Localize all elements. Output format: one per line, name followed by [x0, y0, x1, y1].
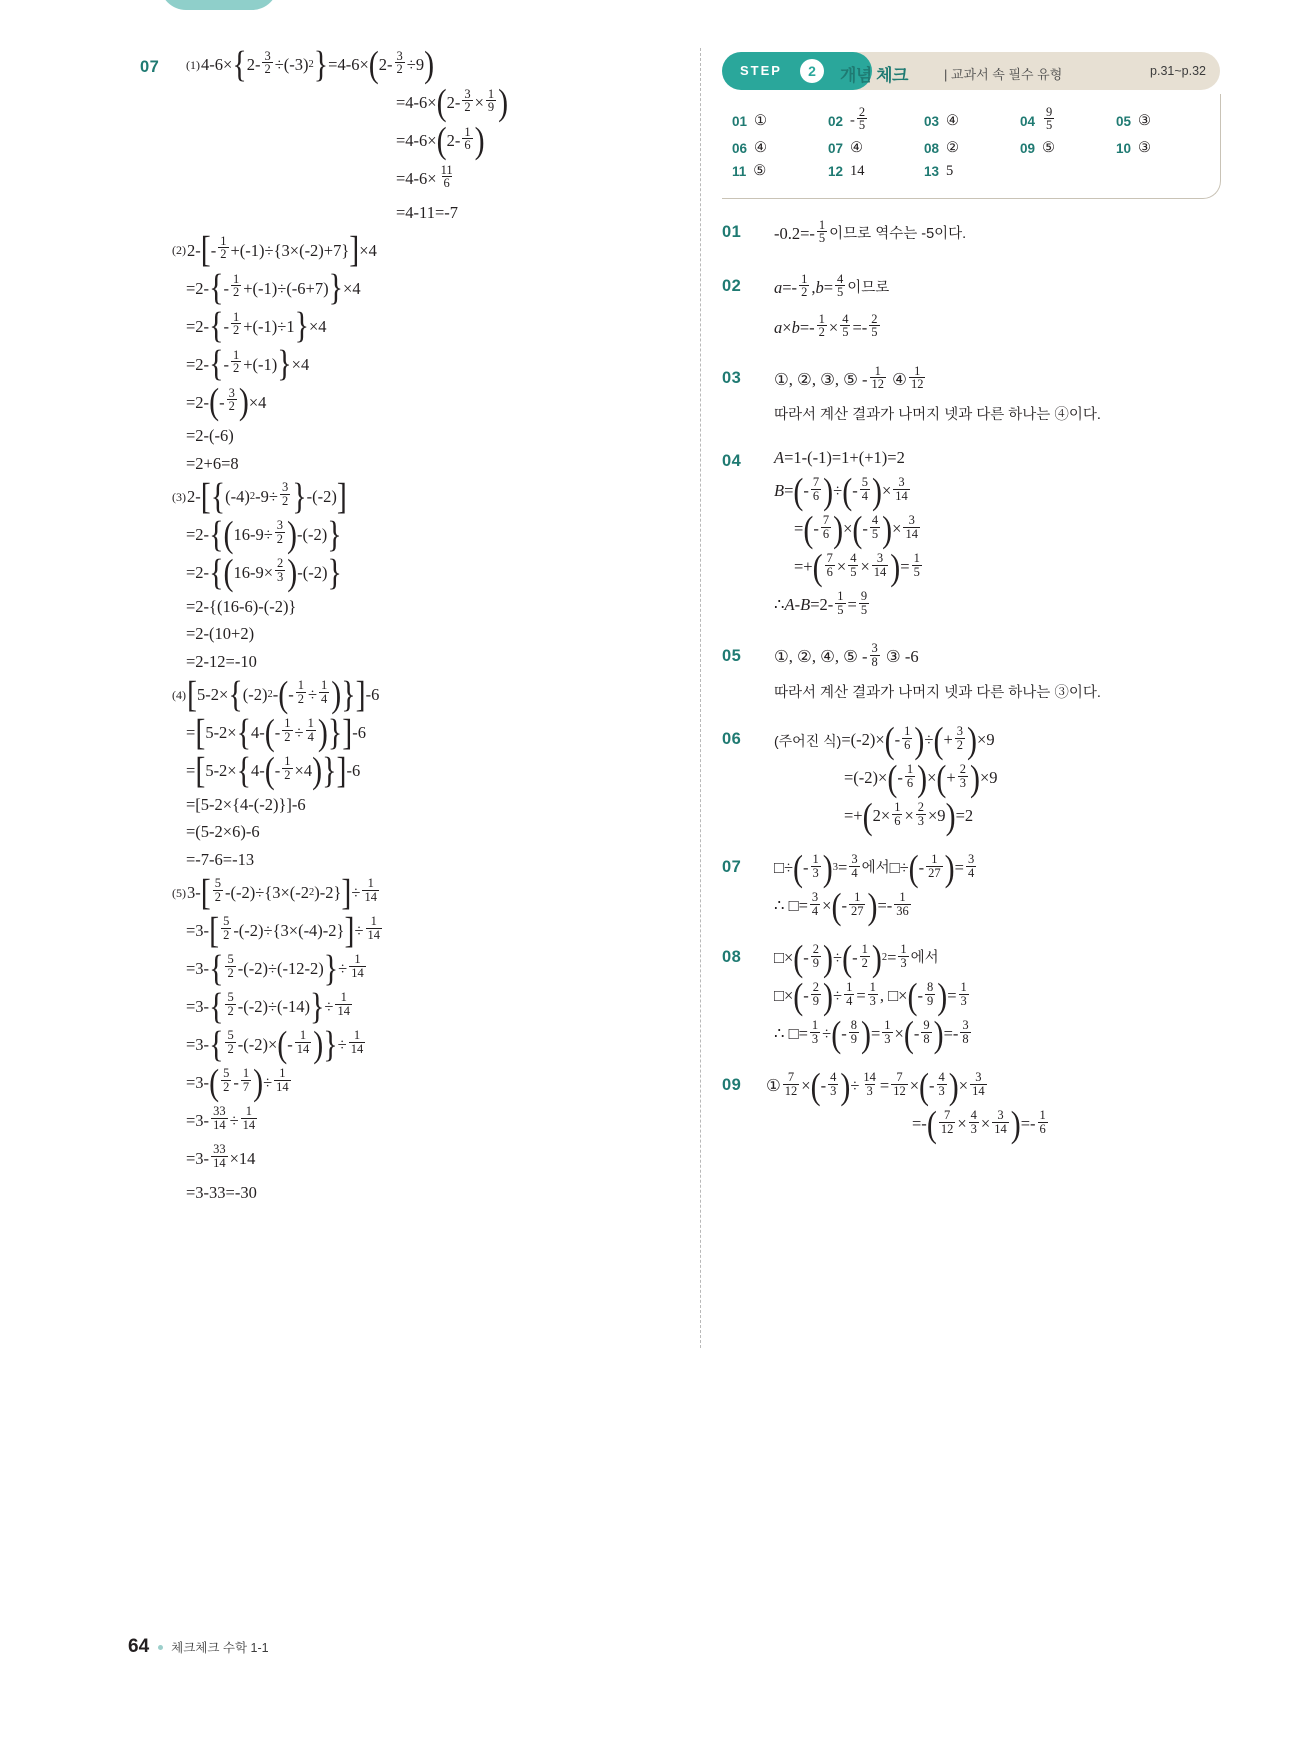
math-line: =+ ( 2× 1 6 × 2 3 ×9 ) =2: [844, 795, 974, 837]
footer-dot-icon: [158, 1645, 163, 1650]
solution-item-5: [172, 871, 688, 1202]
math-line: =2-(-6): [186, 426, 234, 446]
answer-cell: 04 $\frac{9}{5}$: [1020, 104, 1053, 133]
math-line: ∴ □= 3 4 × ( - 1 27 ) =- 1 36: [774, 885, 909, 927]
answer-cell: 05 ③: [1116, 112, 1152, 129]
answer-cell: 09 ⑤: [1020, 140, 1056, 156]
step-number-badge: 2: [800, 59, 824, 83]
solution-06: 06 (주어진 식) =(-2)× ( - 1 6 ) ÷ ( + 3 2 ) ×9 =(-2)× ( - 1 6 ) × ( + 2 3 ) ×9 =+ ( 2× 1 6 × 2 3 ×9 ) =2: [722, 728, 1222, 830]
solution-item-1: [186, 43, 688, 222]
solution-01: 01 -0.2=- 1 5 이므로 역수는 -5이다.: [722, 221, 1222, 247]
math-line: =2-{(16-6)-(-2)}: [186, 596, 297, 616]
math-line: (5) 3- [ 5 2 -(-2)÷{3×(-2 2 )-2} ] ÷ 1 14: [172, 871, 377, 913]
column-divider: [700, 48, 702, 1348]
right-column: [722, 52, 1222, 1146]
math-line: ∴ □= 1 3 ÷ ( - 8 9 ) = 1 3 × ( - 9 8 ) =- 3 8: [774, 1013, 969, 1055]
answer-cell: 01 ①: [732, 112, 768, 129]
solution-item-4: [172, 673, 688, 869]
math-line: =+ ( 7 6 × 4 5 × 3 14 ) = 1 5: [794, 546, 920, 588]
answer-key-box: [722, 94, 1221, 199]
math-line: =-7-6=-13: [186, 849, 255, 869]
math-line: =[5-2×{4-(-2)}]-6: [186, 794, 306, 814]
math-line: =2- { - 1 2 +(-1)÷(-6+7) } ×4: [186, 267, 361, 309]
solution-text: 따라서 계산 결과가 나머지 넷과 다른 하나는 ③이다.: [774, 684, 1101, 701]
answer-row: [732, 163, 1220, 180]
math-line: =2- { ( 16-9÷ 3 2 ) -(-2) }: [186, 513, 342, 555]
math-line: =2- { ( 16-9× 2 3 ) -(-2) }: [186, 551, 342, 593]
math-line: a =- 1 2 , b = 4 5 이므로: [774, 271, 890, 300]
solution-08: 08 □× ( - 2 9 ) ÷ ( - 1 2 ) 2 = 1 3 에서 □× ( - 2 9 ) ÷ 1 4 = 1 3 , □× ( - 8 9 ) = 1 3 ∴ □= 1 3 ÷ ( - 8 9 ) = 1 3 × ( - 9 8 ) =- 3 8: [722, 946, 1222, 1048]
math-line: a × b =- 1 2 × 4 5 =- 2 5: [774, 311, 878, 340]
math-line: =3- { 5 2 -(-2)÷(-14) } ÷ 1 14: [186, 985, 350, 1027]
math-line: =2- { - 1 2 +(-1) } ×4: [186, 343, 310, 385]
answer-cell: 11 ⑤: [732, 163, 767, 179]
math-line: (2) 2- [ - 1 2 +(-1)÷{3×(-2)+7} ] ×4: [172, 229, 377, 271]
answer-row: [732, 104, 1220, 134]
math-line: (주어진 식) =(-2)× ( - 1 6 ) ÷ ( + 3 2 ) ×9: [774, 719, 995, 761]
problem-number-07: 07: [140, 58, 160, 76]
math-line: ①, ②, ④, ⑤ - 3 8 ③ -6: [774, 641, 919, 669]
math-line: = [ 5-2× { 4- ( - 1 2 ÷ 1 4 ) } ] -6: [186, 711, 366, 753]
step-label: STEP: [740, 63, 782, 78]
answer-row: [732, 140, 1220, 157]
solution-05: 05 ①, ②, ④, ⑤ - 3 8 ③ -6 따라서 계산 결과가 나머지 넷과 다른 하나는 ③이다.: [722, 645, 1222, 702]
math-line: B = ( - 7 6 ) ÷ ( - 5 4 ) × 3 14: [774, 470, 908, 512]
math-line: (1) 4-6× { 2- 3 2 ÷(-3) 2 } =4-6× ( 2- 3 2 ÷9 ): [186, 43, 435, 85]
answer-cell: 06 ④: [732, 140, 768, 156]
banner-page-range: p.31~p.32: [1150, 64, 1206, 78]
math-line: =3- [ 5 2 -(-2)÷{3×(-4)-2} ] ÷ 1 14: [186, 909, 381, 951]
math-line: =4-6× 11 6: [396, 162, 453, 191]
answer-cell: 03 ④: [924, 112, 960, 129]
math-line: =4-6× ( 2- 3 2 × 1 9 ): [396, 81, 509, 123]
math-line: =(-2)× ( - 1 6 ) × ( + 2 3 ) ×9: [844, 757, 998, 799]
math-line: ∴ A - B =2- 1 5 = 9 5: [774, 589, 868, 617]
footer-title: 체크체크 수학 1-1: [171, 1641, 269, 1655]
math-line: □× ( - 2 9 ) ÷ 1 4 = 1 3 , □× ( - 8 9 ) = 1 3: [774, 975, 967, 1017]
math-line: -0.2=- 1 5 이므로 역수는 -5이다.: [774, 217, 967, 246]
math-line: =3- 33 14 ×14: [186, 1142, 256, 1170]
solution-02: 02 a =- 1 2 , b = 4 5 이므로 a × b =- 1 2 × 4 5 =- 2 5: [722, 275, 1222, 341]
math-line: (4) [ 5-2× { (-2) 2 - ( - 1 2 ÷ 1 4 ) } ] -6: [172, 673, 380, 715]
math-line: =3- 33 14 ÷ 1 14: [186, 1104, 256, 1132]
math-line: =2+6=8: [186, 453, 239, 473]
step-banner: [722, 52, 1220, 90]
math-line: (3) 2- [ { (-4) 2 -9÷ 3 2 } -(-2) ]: [172, 475, 347, 517]
banner-title: 개념 체크: [840, 66, 908, 85]
math-line: =2-12=-10: [186, 651, 257, 671]
math-line: =- ( 7 12 × 4 3 × 3 14 ) =- 1 6: [912, 1103, 1046, 1145]
math-line: □÷ ( - 1 3 ) 3 = 3 4 에서 □÷ ( - 1 27 ) = 3 4: [774, 847, 975, 889]
answer-cell: 07 ④: [828, 140, 864, 156]
solution-text: 따라서 계산 결과가 나머지 넷과 다른 하나는 ④이다.: [774, 407, 1101, 423]
solution-09: 09 ① 7 12 × ( - 4 3 ) ÷ 14 3 = 7 12 × ( - 4 3 ) × 3 14 =- ( 7 12 × 4 3 × 3 14 ) =- 1 6: [722, 1074, 1222, 1138]
math-line: =3- { 5 2 -(-2)÷(-12-2) } ÷ 1 14: [186, 947, 364, 989]
decorative-tab: [160, 0, 278, 10]
answer-cell: 08 ②: [924, 140, 960, 156]
solution-item-3: [172, 475, 688, 671]
page-number: 64: [128, 1636, 150, 1657]
math-line: =3- { 5 2 -(-2)× ( - 1 14 ) } ÷ 1 14: [186, 1023, 364, 1065]
answer-cell: 13 5: [924, 163, 954, 179]
math-line: = ( - 7 6 ) × ( - 4 5 ) × 3 14: [794, 508, 918, 550]
math-line: =(5-2×6)-6: [186, 822, 260, 842]
math-line: = [ 5-2× { 4- ( - 1 2 ×4 ) } ] -6: [186, 749, 361, 791]
solution-03: 03 ①, ②, ③, ⑤ - 1 12 ④ 1 12 따라서 계산 결과가 나머지 넷과 다른 하나는 ④이다.: [722, 367, 1222, 424]
math-line: =2- { - 1 2 +(-1)÷1 } ×4: [186, 305, 327, 347]
math-line: =2- ( - 3 2 ) ×4: [186, 381, 267, 423]
math-line: =4-6× ( 2- 1 6 ): [396, 119, 485, 161]
math-line: =2-(10+2): [186, 624, 255, 644]
math-line: ①, ②, ③, ⑤ - 1 12 ④ 1 12: [774, 363, 924, 392]
solution-item-2: [172, 229, 688, 473]
solution-07: 07 □÷ ( - 1 3 ) 3 = 3 4 에서 □÷ ( - 1 27 ) = 3 4 ∴ □= 3 4 × ( - 1 27 ) =- 1 36: [722, 856, 1222, 920]
answer-cell: 10 ③: [1116, 140, 1152, 156]
answer-cell: 02 - $\frac{2}{5}$: [828, 104, 866, 133]
math-line: A =1-(-1)=1+(+1)=2: [774, 448, 905, 467]
math-line: ① 7 12 × ( - 4 3 ) ÷ 14 3 = 7 12 × ( - 4 3 ) × 3 14: [766, 1065, 985, 1107]
left-column: [128, 43, 688, 1202]
page-footer: [128, 1636, 269, 1658]
banner-subtitle: | 교과서 속 필수 유형: [944, 67, 1063, 82]
answer-cell: 12 14: [828, 163, 865, 179]
math-line: □× ( - 2 9 ) ÷ ( - 1 2 ) 2 = 1 3 에서: [774, 937, 939, 979]
math-line: =3-33=-30: [186, 1182, 257, 1202]
solution-04: 04 A =1-(-1)=1+(+1)=2 B = ( - 7 6 ) ÷ ( - 5 4 ) × 3 14 = ( - 7 6 ) × ( - 4 5 ) × 3 14 =+ ( 7 6 × 4 5 × 3 14 ) = 1 5 ∴ A - B =2- 1 5 = 9 5: [722, 450, 1222, 619]
math-line: =3- ( 5 2 - 1 7 ) ÷ 1 14: [186, 1061, 289, 1103]
math-line: =4-11=-7: [396, 203, 458, 222]
